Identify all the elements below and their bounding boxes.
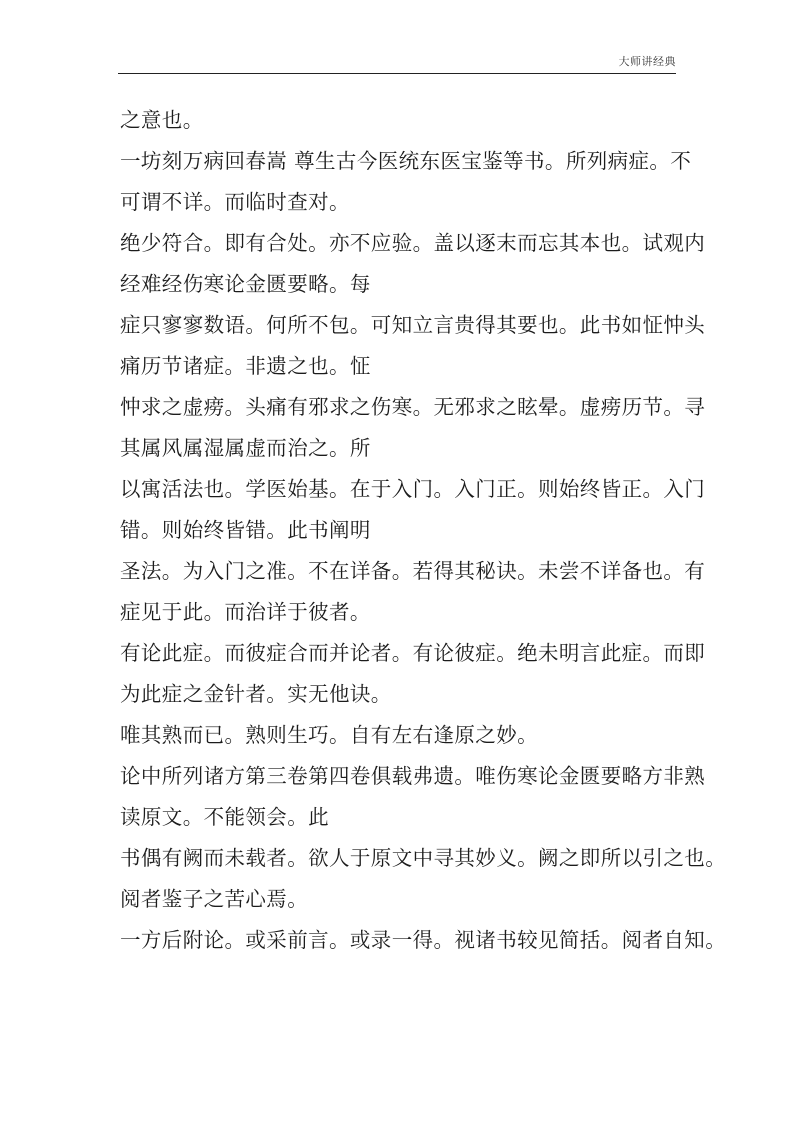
- text-line: 症只寥寥数语。何所不包。可知立言贵得其要也。此书如怔忡头: [120, 313, 706, 337]
- text-line: 一方后附论。或采前言。或录一得。视诸书较见简括。阅者自知。: [120, 928, 727, 952]
- page-header: [118, 52, 676, 74]
- text-line: 一坊刻万病回春嵩 尊生古今医统东医宝鉴等书。所列病症。不: [120, 149, 692, 173]
- text-line: 其属风属湿属虚而治之。所: [120, 436, 371, 460]
- text-line: 为此症之金针者。实无他诀。: [120, 682, 392, 706]
- text-line: 圣法。为入门之准。不在详备。若得其秘诀。未尝不详备也。有: [120, 559, 706, 583]
- header-title: 大师讲经典: [618, 55, 676, 68]
- text-line: 论中所列诸方第三卷第四卷俱载弗遗。唯伤寒论金匮要略方非熟: [120, 764, 706, 788]
- header-divider: [118, 73, 676, 74]
- text-line: 有论此症。而彼症合而并论者。有论彼症。绝未明言此症。而即: [120, 641, 706, 665]
- text-line: 书偶有阙而未载者。欲人于原文中寻其妙义。阙之即所以引之也。: [120, 846, 727, 870]
- text-line: 绝少符合。即有合处。亦不应验。盖以逐末而忘其本也。试观内: [120, 231, 706, 255]
- body-text: [120, 100, 727, 961]
- text-line: 忡求之虚痨。头痛有邪求之伤寒。无邪求之眩晕。虚痨历节。寻: [120, 395, 706, 419]
- text-line: 错。则始终皆错。此书阐明: [120, 518, 371, 542]
- text-line: 可谓不详。而临时查对。: [120, 190, 350, 214]
- text-line: 症见于此。而治详于彼者。: [120, 600, 371, 624]
- text-line: 阅者鉴子之苦心焉。: [120, 887, 309, 911]
- text-line: 唯其熟而已。熟则生巧。自有左右逢原之妙。: [120, 723, 538, 747]
- text-line: 以寓活法也。学医始基。在于入门。入门正。则始终皆正。入门: [120, 477, 706, 501]
- text-line: 之意也。: [120, 108, 204, 132]
- text-line: 痛历节诸症。非遗之也。怔: [120, 354, 371, 378]
- text-line: 读原文。不能领会。此: [120, 805, 329, 829]
- text-line: 经难经伤寒论金匮要略。每: [120, 272, 371, 296]
